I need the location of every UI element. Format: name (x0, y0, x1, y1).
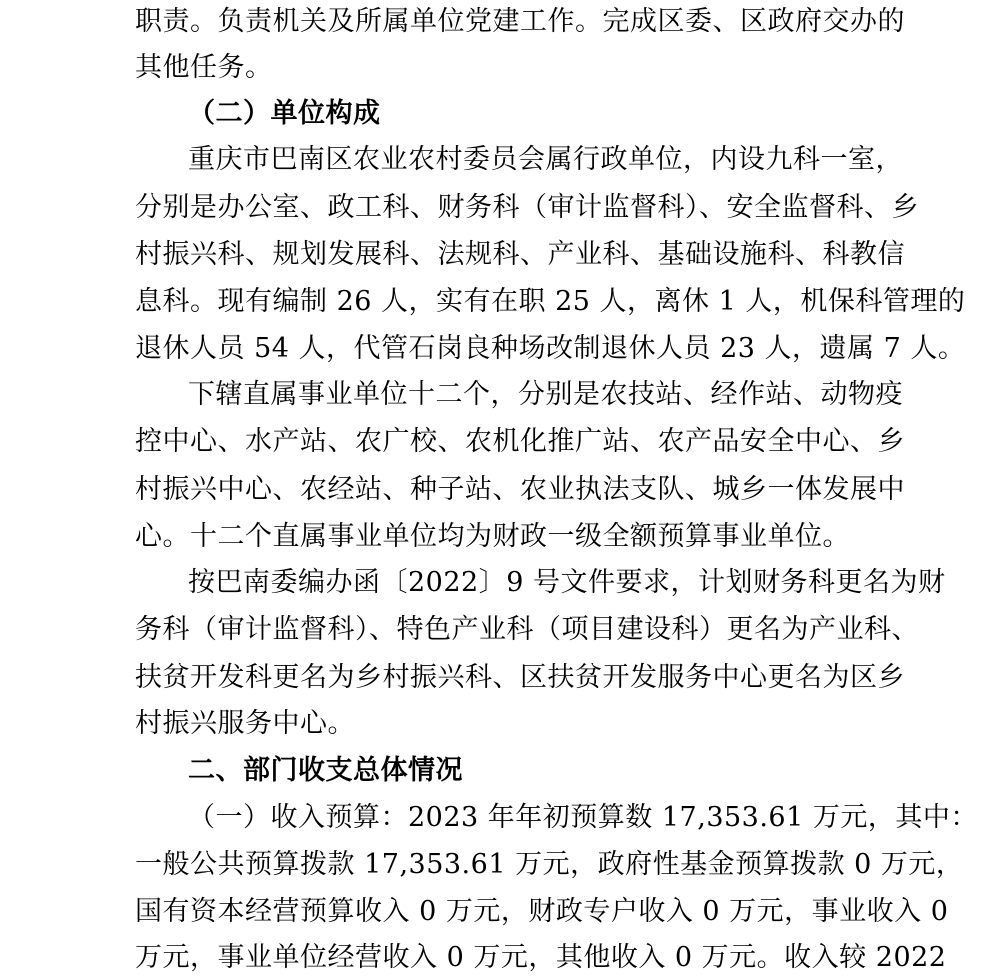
section-heading: 二、部门收支总体情况 (188, 755, 463, 786)
paragraph-line: 职责。负责机关及所属单位党建工作。完成区委、区政府交办的 (135, 6, 905, 37)
paragraph-line: 万元，事业单位经营收入 0 万元，其他收入 0 万元。收入较 2022 (135, 942, 947, 973)
paragraph-line: 村振兴科、规划发展科、法规科、产业科、基础设施科、科教信 (135, 239, 905, 270)
paragraph-line: 村振兴中心、农经站、种子站、农业执法支队、城乡一体发展中 (135, 474, 905, 505)
paragraph-line: 扶贫开发科更名为乡村振兴科、区扶贫开发服务中心更名为区乡 (135, 662, 905, 693)
paragraph-line: 退休人员 54 人，代管石岗良种场改制退休人员 23 人，遗属 7 人。 (135, 333, 966, 364)
paragraph-line: 按巴南委编办函〔2022〕9 号文件要求，计划财务科更名为财 (188, 567, 946, 598)
paragraph-line: 控中心、水产站、农广校、农机化推广站、农产品安全中心、乡 (135, 426, 905, 457)
paragraph-line: 村振兴服务中心。 (135, 708, 355, 739)
paragraph-line: 分别是办公室、政工科、财务科（审计监督科）、安全监督科、乡 (135, 192, 919, 223)
paragraph-line: （一）收入预算：2023 年年初预算数 17,353.61 万元，其中： (188, 802, 978, 833)
paragraph-line: 一般公共预算拨款 17,353.61 万元，政府性基金预算拨款 0 万元， (135, 849, 964, 880)
paragraph-line: 重庆市巴南区农业农村委员会属行政单位，内设九科一室， (188, 144, 903, 175)
paragraph-line: 国有资本经营预算收入 0 万元，财政专户收入 0 万元，事业收入 0 (135, 896, 949, 927)
paragraph-line: 息科。现有编制 26 人，实有在职 25 人，离休 1 人，机保科管理的 (135, 286, 966, 317)
section-subheading: （二）单位构成 (188, 98, 381, 129)
paragraph-line: 其他任务。 (135, 52, 273, 83)
paragraph-line: 务科（审计监督科）、特色产业科（项目建设科）更名为产业科、 (135, 614, 919, 645)
paragraph-line: 下辖直属事业单位十二个，分别是农技站、经作站、动物疫 (188, 379, 903, 410)
paragraph-line: 心。十二个直属事业单位均为财政一级全额预算事业单位。 (135, 521, 850, 552)
